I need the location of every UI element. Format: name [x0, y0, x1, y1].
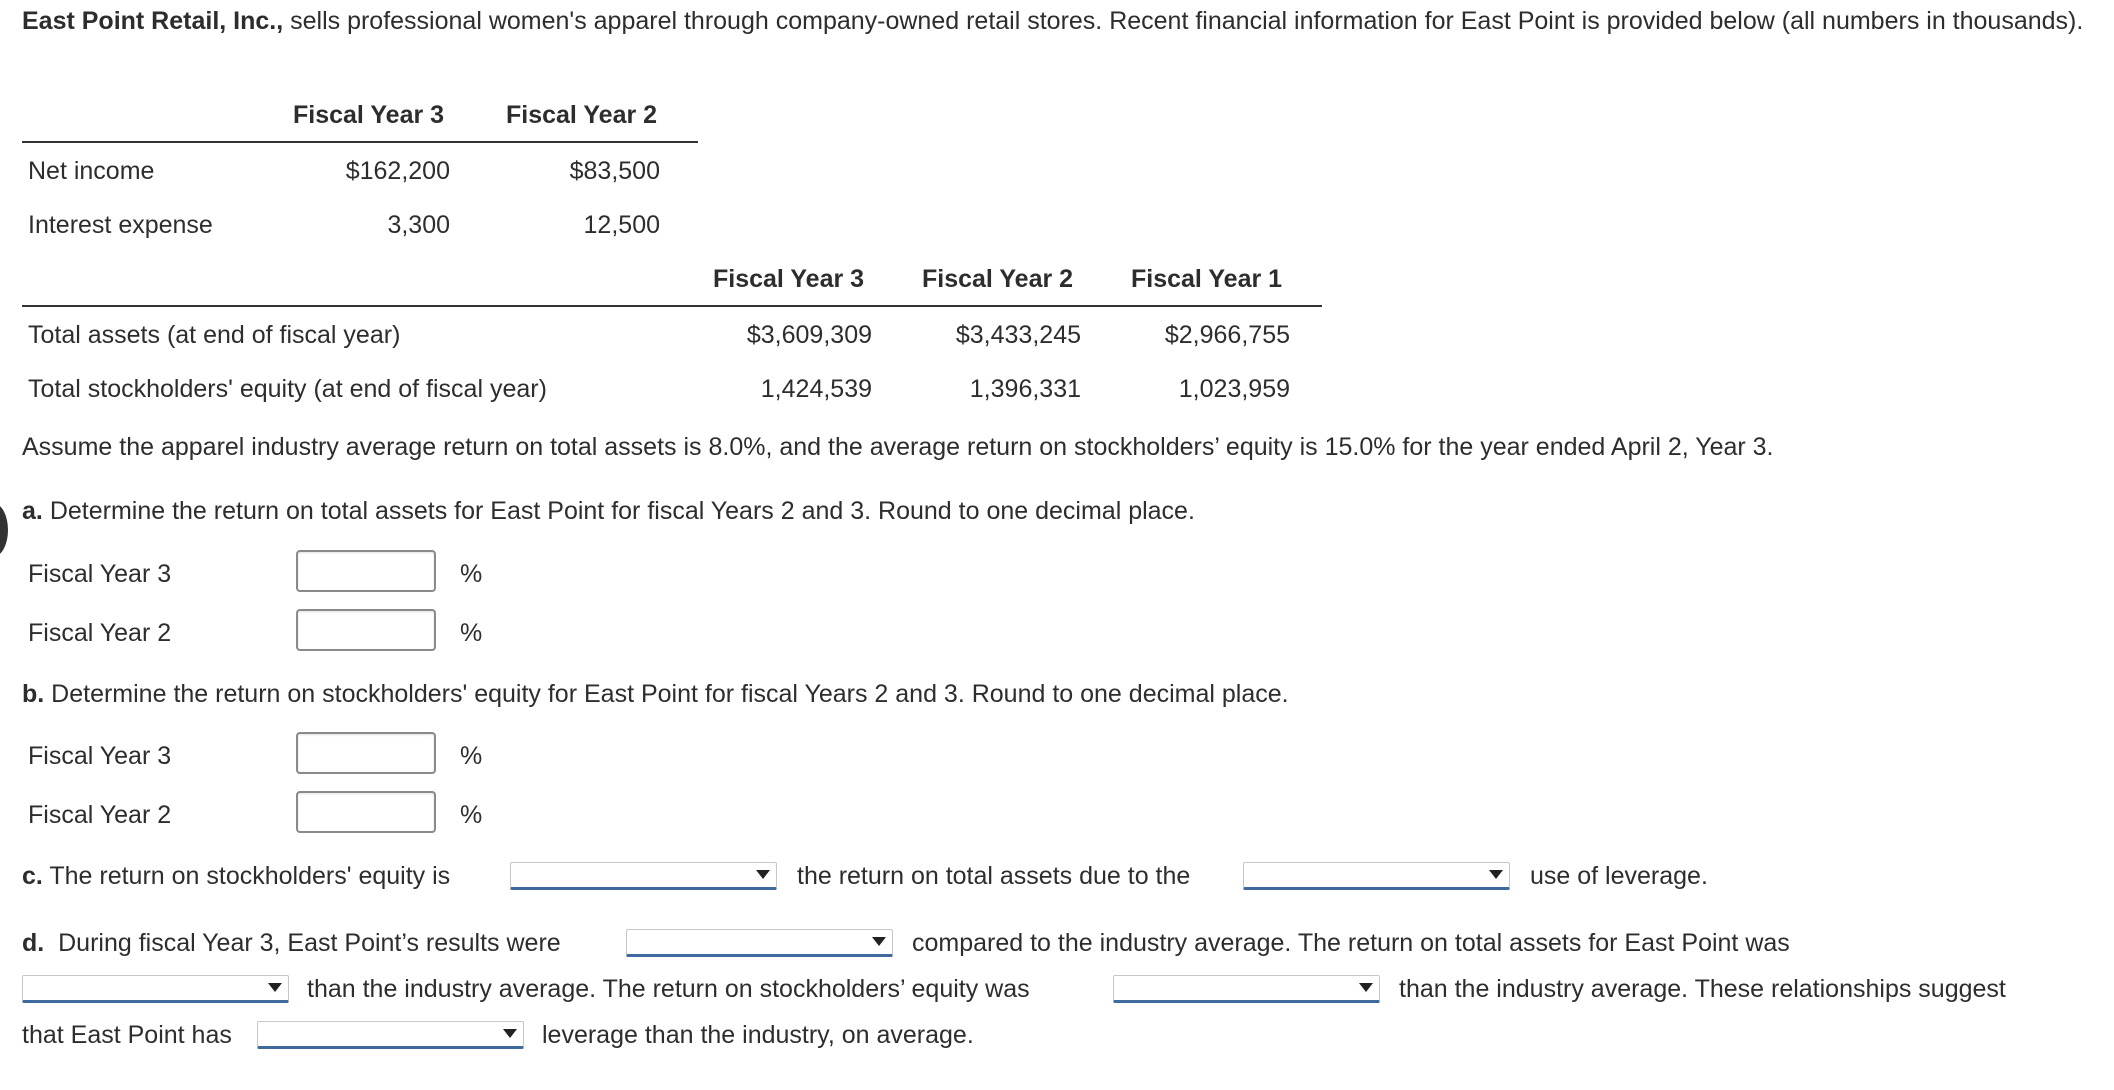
part-c-text3: use of leverage.: [1530, 862, 1708, 890]
part-a-unit-fy3: %: [460, 560, 483, 588]
chevron-down-icon: [756, 870, 770, 879]
part-d-text4: than the industry average. These relationships suggest: [1399, 975, 2006, 1003]
table1-row-label-net-income: Net income: [28, 157, 155, 185]
chevron-down-icon: [1359, 983, 1373, 992]
part-a-letter: a.: [22, 497, 43, 525]
leverage-use-select[interactable]: [1243, 862, 1510, 890]
chevron-down-icon: [872, 937, 886, 946]
part-b-unit-fy3: %: [460, 742, 483, 770]
company-name: East Point Retail, Inc.,: [22, 7, 284, 35]
part-a-question: [22, 496, 1195, 526]
part-a-label-fy3: Fiscal Year 3: [28, 560, 172, 588]
chevron-down-icon: [1489, 870, 1503, 879]
table2-row-label-total-assets: Total assets (at end of fiscal year): [28, 321, 401, 349]
roa-fy2-input[interactable]: [296, 609, 436, 651]
page-edge-marker: [0, 503, 8, 557]
part-c-text1: The return on stockholders' equity is: [49, 862, 451, 890]
table1-cell-net-income-fy2: $83,500: [569, 157, 660, 185]
table1-cell-interest-fy3: 3,300: [387, 211, 450, 239]
results-comparison-select[interactable]: [626, 929, 893, 957]
table2-cell-assets-fy1: $2,966,755: [1164, 321, 1290, 349]
table1-cell-net-income-fy3: $162,200: [345, 157, 450, 185]
roe-vs-industry-select[interactable]: [1113, 975, 1380, 1003]
table2-cell-equity-fy2: 1,396,331: [969, 375, 1081, 403]
part-d-text5: that East Point has: [22, 1021, 232, 1049]
part-a-unit-fy2: %: [460, 619, 483, 647]
table1-header-fy3: Fiscal Year 3: [293, 101, 445, 129]
table2-cell-assets-fy2: $3,433,245: [955, 321, 1081, 349]
part-d-text2: compared to the industry average. The return on total assets for East Point was: [912, 929, 1790, 957]
table2-header-fy2: Fiscal Year 2: [922, 265, 1074, 293]
part-b-text: Determine the return on stockholders' equity for East Point for fiscal Years 2 and 3. Round to one decimal place.: [51, 680, 1289, 708]
part-b-question: [22, 679, 1289, 709]
roe-fy2-input[interactable]: [296, 791, 436, 833]
table2-header-fy1: Fiscal Year 1: [1131, 265, 1283, 293]
part-b-letter: b.: [22, 680, 45, 708]
intro-text: sells professional women's apparel through company-owned retail stores. Recent financial information for East Point is provided below (all numbers in thousands).: [283, 7, 2084, 35]
table1-row-label-interest-expense: Interest expense: [28, 211, 213, 239]
part-b-label-fy2: Fiscal Year 2: [28, 801, 172, 829]
part-c-text2: the return on total assets due to the: [797, 862, 1191, 890]
table2-header-fy3: Fiscal Year 3: [713, 265, 865, 293]
leverage-level-select[interactable]: [257, 1021, 524, 1049]
part-d-letter: d.: [22, 929, 45, 957]
table2-cell-assets-fy3: $3,609,309: [746, 321, 872, 349]
part-d-lead: [22, 928, 561, 958]
chevron-down-icon: [503, 1029, 517, 1038]
part-a-label-fy2: Fiscal Year 2: [28, 619, 172, 647]
chevron-down-icon: [268, 983, 282, 992]
assumption-text: Assume the apparel industry average return on total assets is 8.0%, and the average return on stockholders’ equity is 15.0% for the year ended April 2, Year 3.: [22, 433, 1774, 461]
intro-paragraph: [22, 0, 2102, 42]
part-c-letter: c.: [22, 862, 43, 890]
roe-vs-roa-select[interactable]: [510, 862, 777, 890]
table2-cell-equity-fy3: 1,424,539: [760, 375, 872, 403]
table2-row-label-equity: Total stockholders' equity (at end of fiscal year): [28, 375, 547, 403]
table1-header-fy2: Fiscal Year 2: [506, 101, 658, 129]
roe-fy3-input[interactable]: [296, 732, 436, 774]
part-c-lead: [22, 861, 450, 891]
part-d-text1: During fiscal Year 3, East Point’s results were: [58, 929, 561, 957]
roa-vs-industry-select[interactable]: [22, 975, 289, 1003]
part-a-text: Determine the return on total assets for East Point for fiscal Years 2 and 3. Round to one decimal place.: [49, 497, 1195, 525]
part-b-label-fy3: Fiscal Year 3: [28, 742, 172, 770]
table2-header-rule: [22, 305, 1322, 307]
table1-cell-interest-fy2: 12,500: [583, 211, 660, 239]
table2-cell-equity-fy1: 1,023,959: [1178, 375, 1290, 403]
part-d-text3: than the industry average. The return on stockholders’ equity was: [307, 975, 1030, 1003]
part-b-unit-fy2: %: [460, 801, 483, 829]
part-d-text6: leverage than the industry, on average.: [542, 1021, 974, 1049]
roa-fy3-input[interactable]: [296, 550, 436, 592]
table1-header-rule: [22, 141, 698, 143]
